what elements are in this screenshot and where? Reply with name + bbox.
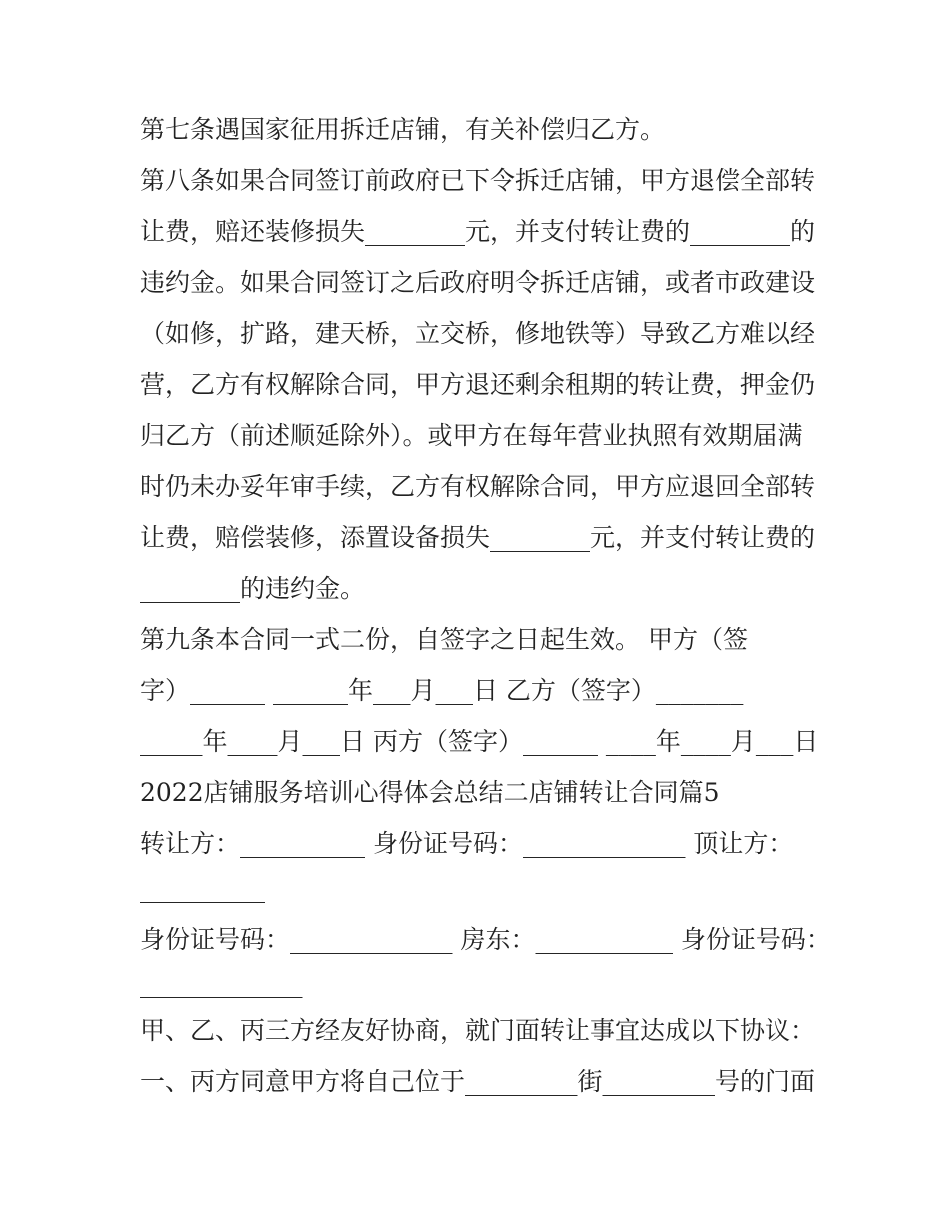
text-line: 甲、乙、丙三方经友好协商，就门面转让事宜达成以下协议： [140, 1016, 816, 1045]
text-line: _____年____月___日 丙方（签字）______ ____年____月___日 [140, 727, 819, 756]
text-line: __________ [140, 874, 265, 903]
text-line: _____________ [140, 969, 303, 998]
text-line: 字）______ ______年___月___日 乙方（签字）_______ [140, 676, 744, 705]
text-line: 第八条如果合同签订前政府已下令拆迁店铺，甲方退偿全部转 [140, 166, 816, 195]
text-line: 让费，赔还装修损失________元，并支付转让费的________的 [140, 217, 816, 246]
text-line: 时仍未办妥年审手续，乙方有权解除合同，甲方应退回全部转 [140, 472, 816, 501]
text-line: 让费，赔偿装修，添置设备损失________元，并支付转让费的 [140, 523, 816, 552]
section-heading: 2022店铺服务培训心得体会总结二店铺转让合同篇5 [140, 778, 720, 807]
text-line: 违约金。如果合同签订之后政府明令拆迁店铺，或者市政建设 [140, 268, 816, 297]
text-line: （如修，扩路，建天桥，立交桥，修地铁等）导致乙方难以经 [140, 319, 816, 348]
text-line: 一、丙方同意甲方将自己位于_________街_________号的门面 [140, 1067, 816, 1096]
text-line: ________的违约金。 [140, 574, 366, 603]
text-line: 营，乙方有权解除合同，甲方退还剩余租期的转让费，押金仍 [140, 370, 816, 399]
text-line: 身份证号码：_____________ 房东：___________ 身份证号码： [140, 925, 831, 954]
text-line: 第九条本合同一式二份，自签字之日起生效。 甲方（签 [140, 625, 748, 654]
text-line: 归乙方（前述顺延除外）。或甲方在每年营业执照有效期届满 [140, 421, 803, 450]
text-line: 转让方：__________ 身份证号码：_____________ 顶让方： [140, 829, 794, 858]
text-line: 第七条遇国家征用拆迁店铺，有关补偿归乙方。 [140, 115, 666, 144]
